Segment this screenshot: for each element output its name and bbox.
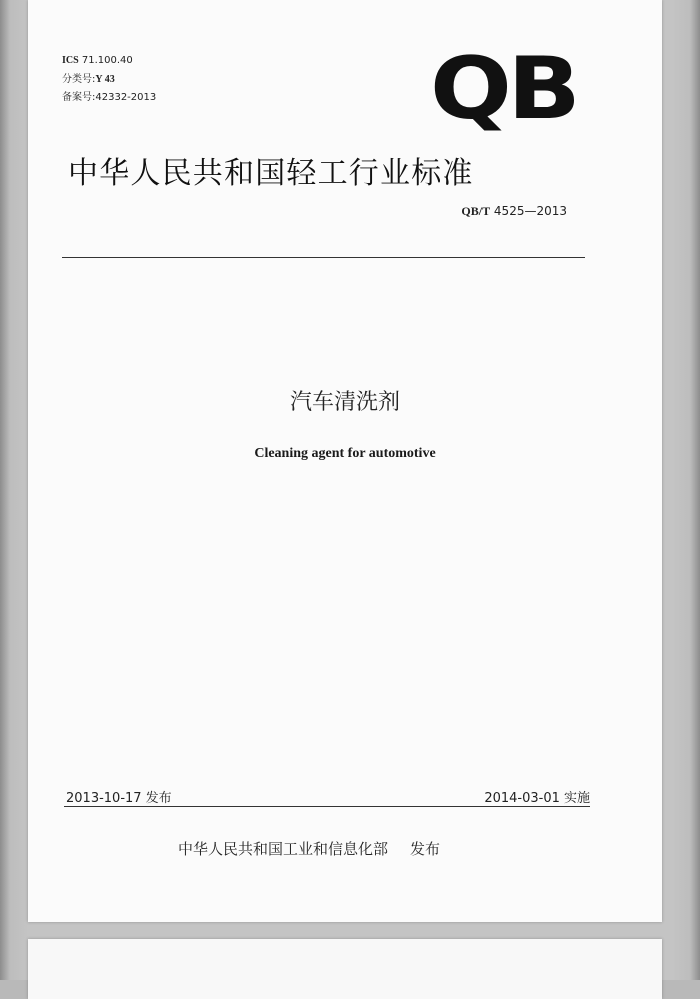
category-label: 分类号: (62, 74, 96, 85)
document-page (28, 0, 662, 922)
footer-divider (64, 806, 590, 807)
standard-title: 中华人民共和国轻工行业标准 (68, 156, 474, 191)
qb-logo: QB (430, 39, 577, 139)
standard-code (461, 204, 567, 219)
issuer-action: 发布 (410, 840, 441, 858)
implement-date: 2014-03-01 实施 (484, 791, 590, 806)
document-title-chinese: 汽车清洗剂 (289, 390, 400, 415)
ics-label: ICS (62, 55, 79, 66)
record-number (62, 93, 156, 103)
record-label: 备案号: (62, 92, 96, 103)
code-number: 4525—2013 (493, 204, 567, 218)
issuer-name: 中华人民共和国工业和信息化部 (178, 840, 389, 858)
issuing-authority (178, 838, 440, 859)
ics-value: 71.100.40 (81, 55, 133, 66)
header-divider (62, 257, 585, 258)
next-page-preview (28, 939, 662, 999)
record-value: 42332-2013 (95, 92, 157, 103)
publish-date: 2013-10-17 发布 (66, 791, 172, 806)
code-prefix: QB/T (461, 204, 491, 218)
category-value: Y 43 (95, 74, 115, 85)
ics-code (62, 56, 133, 66)
document-title-english: Cleaning agent for automotive (254, 446, 436, 461)
category-code (62, 75, 115, 85)
